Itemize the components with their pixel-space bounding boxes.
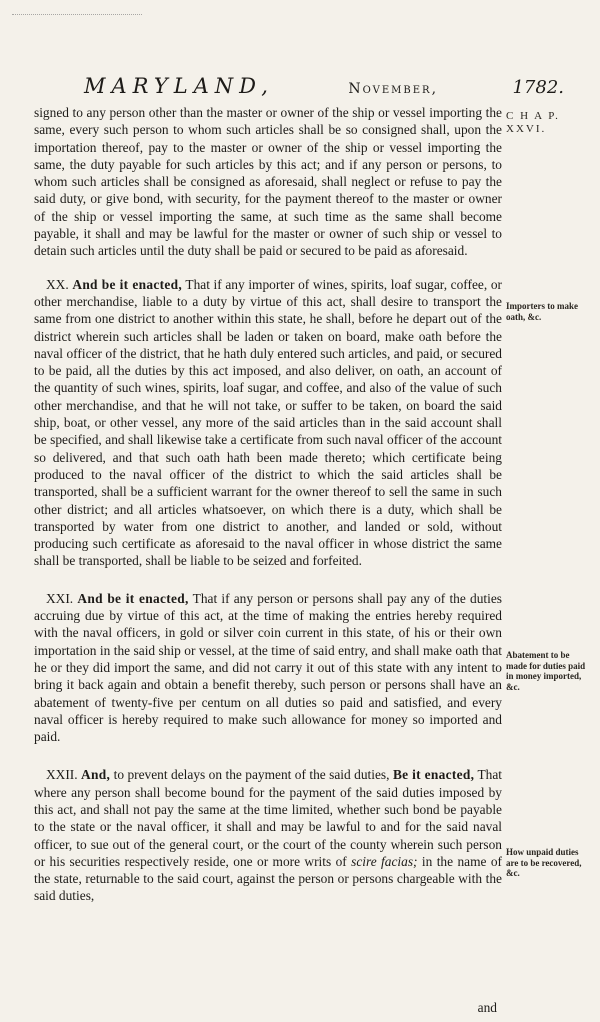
section-20-number: XX. <box>46 276 69 292</box>
section-21-text: That if any person or persons shall pay any of the duties accruing due by virtue of this act, at the time of making the entries hereby required with the naval officers, in gold or silver coin current in this state, of his or their own importation in the said ship or vessel, at the time of said entry, and shall make oath that he or they did import the same, and did not carry it out of this state with any intent to bring it back again and obtain a benefit thereby, such person or persons shall have an abatement of twenty-five per centum on all duties so paid and satisfied, and every naval officer is hereby required to make such allowance for money so imported and paid. <box>34 590 502 745</box>
section-22 <box>34 766 502 904</box>
section-20-text: That if any importer of wines, spirits, loaf sugar, coffee, or other merchandise, liable to a duty by virtue of this act, shall desire to transport the same from one district to another within this state, he shall, before he depart out of the district wherein such articles shall be laden or taken on board, make oath before the naval officer of the district, that he hath duly entered such articles, and paid, or secured to be paid, all the duties by this act imposed, and also deliver, on oath, an account of the quantity of such wines, spirits, loaf sugar, and coffee, and also of the value of such other merchandise, and that he will not take, or suffer to be taken, on board the said ship, boat, or other vessel, any more of the said articles than in the said account shall be specified, and shall likewise take a certificate from such naval officer of the account so delivered, and that such oath hath been made thereto; which certificate being produced to the naval officer of the district to which the said articles shall be transported, shall be a sufficient warrant for the owner thereof to sell the same in such other district; and all articles whatsoever, on which there is a duty, which shall be transported by water from one district to another, and landed or sold, without producing such certificate as aforesaid to the naval officer in whose district the same shall be transported, shall be liable to be seized and forfeited. <box>34 276 502 569</box>
section-22-enacting-clause: Be it enacted, <box>392 767 475 783</box>
margin-note-chapter: C H A P. XXVI. <box>506 110 560 135</box>
section-21 <box>34 590 502 746</box>
section-22-writ-name: scire facias; <box>351 853 418 869</box>
running-head <box>84 74 564 100</box>
margin-note-section-22: How unpaid duties are to be recovered, &c. <box>506 847 582 878</box>
running-head-title: MARYLAND, <box>84 74 274 98</box>
section-20 <box>34 276 502 570</box>
catchword: and <box>477 1000 497 1015</box>
running-head-month: November, <box>348 81 439 97</box>
margin-note-section-21: Abatement to be made for duties paid in money imported, &c. <box>506 650 586 692</box>
section-22-text-a: That where any person shall become bound for the payment of the said duties imposed by this act, and shall not pay the same at the time limited, whether such bond be payable to the state or the naval officer, it shall and may be lawful to and for the said naval officer, to sue out of the general court, or the court of the county wherein such person or his securities respectively reside, one or more writs of <box>34 767 503 869</box>
section-22-text-b: in the name of the state, returnable to the said court, against the person or persons chargeable with the said duties, <box>34 853 502 904</box>
section-21-number: XXI. <box>46 590 74 606</box>
section-20-enacting-clause: And be it enacted, <box>72 276 182 292</box>
margin-note-section-20: Importers to make oath, &c. <box>506 301 578 322</box>
section-22-preamble: to prevent delays on the payment of the said duties, <box>113 767 390 783</box>
opening-paragraph: signed to any person other than the master or owner of the ship or vessel importing the same, every such person to whom such articles shall be so consigned shall, upon the importation thereof, pay to the master or owner of the ship or vessel importing the same, the duty payable for such articles by this act; and if any person or persons, to whom such articles shall be consigned as aforesaid, shall neglect or refuse to pay the said duty, or give bond, with security, for the payment thereof to the master or owner of the ship or vessel importing the same, at such time as the same shall become payable, it shall and may be lawful for the master or owner of such ship or vessel to detain such articles until the duty shall be paid or secured to be paid as aforesaid. <box>34 105 502 259</box>
section-22-and: And, <box>81 767 111 783</box>
running-head-year: 1782. <box>512 77 564 98</box>
section-21-enacting-clause: And be it enacted, <box>77 590 189 606</box>
body-text <box>34 104 502 905</box>
top-margin-marks <box>12 6 142 15</box>
section-22-number: XXII. <box>46 767 78 783</box>
